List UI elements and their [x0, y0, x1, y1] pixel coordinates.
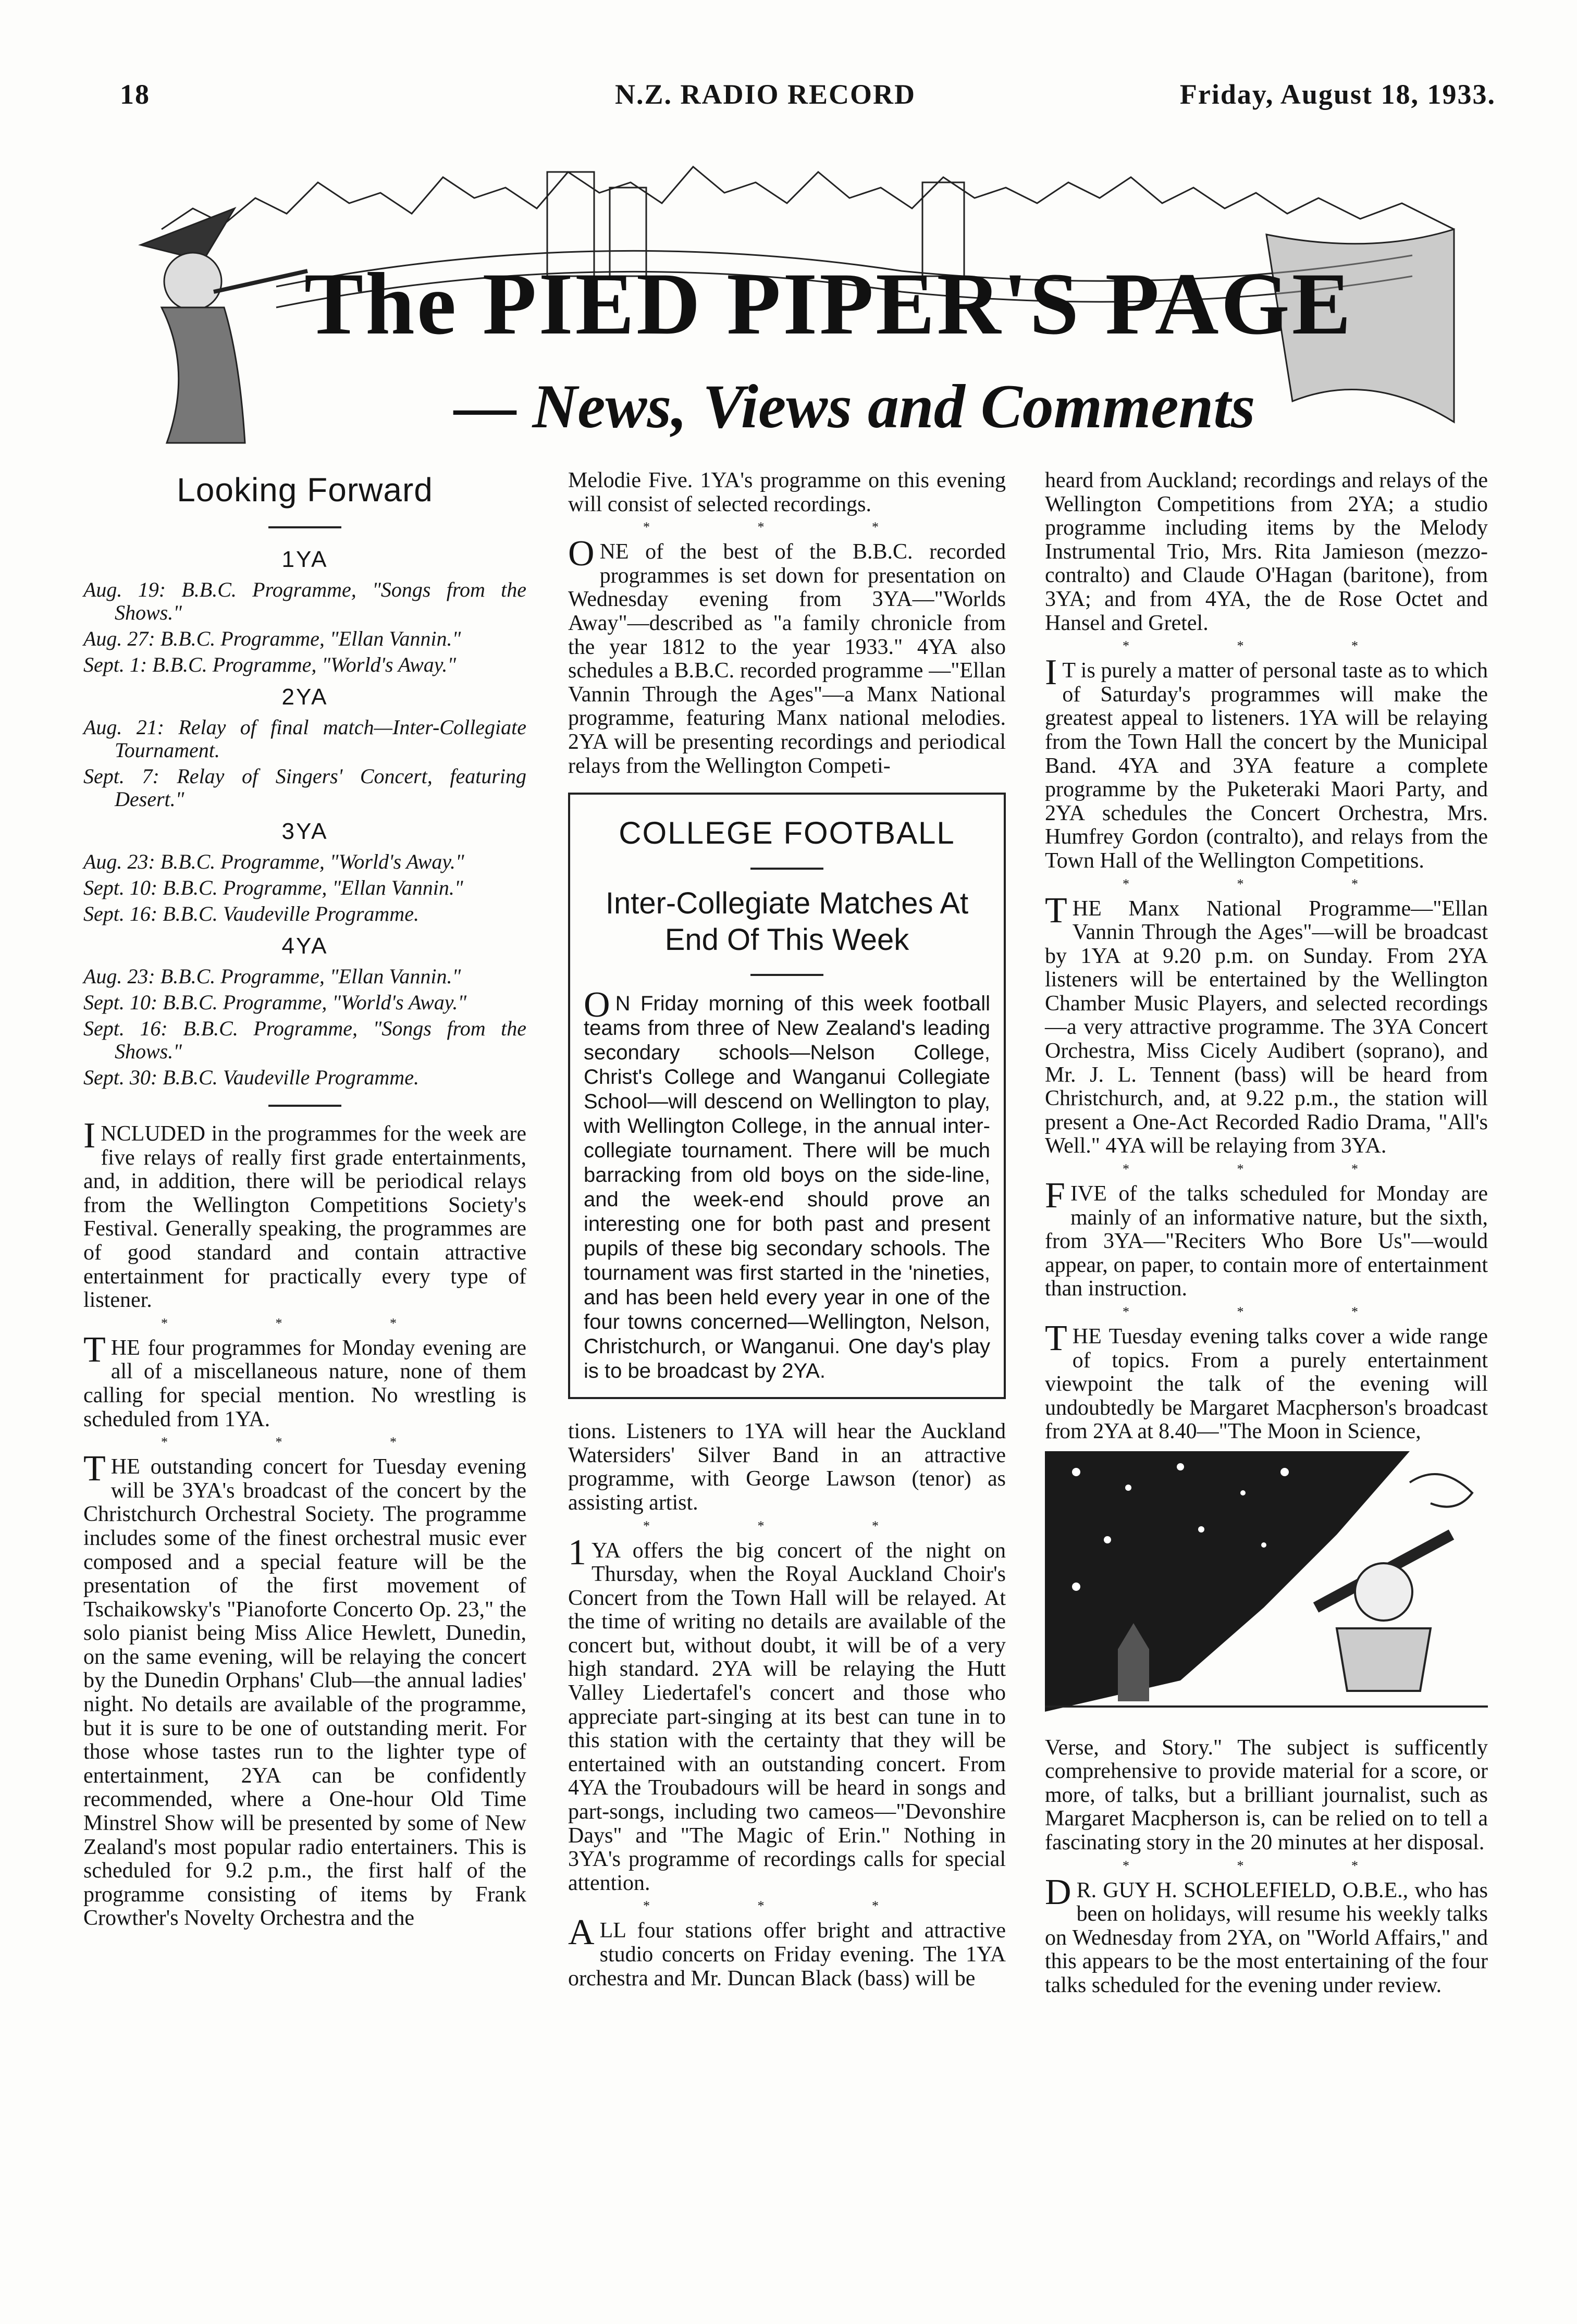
schedule-entry: Aug. 19: B.B.C. Programme, "Songs from the Shows." — [83, 578, 526, 624]
section-separator-stars: * * * — [643, 1518, 931, 1534]
article-paragraph — [568, 1912, 1006, 1991]
paragraph-text: T is purely a matter of personal taste as to which of Saturday's programmes will make the greatest appeal to listeners. 1YA will be relaying from the Town Hall the concert by the Municipal Band. 4YA and 3YA feature a complete programme by the Puketeraki Maori Party, and 2YA schedules the Concert Orchestra, Mrs. Humfrey Gordon (contralto), and relays from the Town Hall of the Wellington Competitions. — [1045, 659, 1488, 873]
drop-cap: D — [1045, 1872, 1071, 1912]
schedule-entry: Sept. 1: B.B.C. Programme, "World's Away." — [83, 653, 457, 676]
section-separator-stars: * * * — [1123, 876, 1410, 892]
column-2 — [568, 469, 1006, 1991]
paragraph-text: HE Tuesday evening talks cover a wide range of topics. From a purely entertainment viewpoint the talk of the evening will undoubtedly be Margaret Macpherson's broadcast from 2YA at 8.40—"The Moon in Science, — [1045, 1325, 1488, 1444]
schedule-entry: Aug. 21: Relay of final match—Inter-Collegiate Tournament. — [83, 715, 526, 762]
divider-rule — [268, 1105, 341, 1107]
college-football-text: N Friday morning of this week football teams from three of New Zealand's leading secondary schools—Nelson College, Christ's College and Wanganui Collegiate School—will descend on Wellington to play, with Wellington College, in the annual inter-collegiate tournament. There will be much barracking from old boys on the side-line, and the week-end should prove an interesting one for both past and present pupils of these big secondary schools. The tournament was first started in the 'nineties, and has been held every year in one of the four towns concerned—Wellington, Nelson, Christchurch, or Wanganui. One day's play is to be broadcast by 2YA. — [584, 992, 990, 1383]
paragraph-text: HE outstanding concert for Tuesday evening will be 3YA's broadcast of the concert by the Christchurch Orchestral Society. The programme includes some of the finest orchestral music ever composed and a special feature will be the presentation of the first movement of Tschaikowsky's "Pianoforte Concerto Op. 23," the solo pianist being Miss Alice Hewlett, Dunedin, on the same evening, will be relaying the concert by the Dunedin Orphans' Club—the annual ladies' night. No details are available of the programme, but it is sure to be one of outstanding merit. For those whose tastes run to the lighter type of entertainment, 2YA can be confidently recommended, where a One-hour Old Time Minstrel Show will be presented by some of New Zealand's most popular radio entertainers. This is scheduled for 9.2 p.m., the first half of the programme consisting of items by Frank Crowther's Novelty Orchestra and the — [83, 1455, 526, 1931]
column-2-articles-top — [568, 469, 1006, 778]
paragraph-text: Verse, and Story." The subject is sufficently comprehensive to provide material for a score, or more, of talks, but a brilliant journalist, such as Margaret Macpherson is, can be relied on to tell a fascinating story in the 20 minutes at her disposal. — [1045, 1735, 1488, 1855]
college-football-body — [584, 985, 990, 1383]
drop-cap: T — [1045, 1318, 1067, 1358]
station-heading: 1YA — [281, 547, 328, 572]
section-separator-stars: * * * — [643, 1898, 931, 1914]
divider-rule — [750, 974, 823, 976]
schedule-entry: Aug. 27: B.B.C. Programme, "Ellan Vannin." — [83, 627, 461, 650]
schedule-entry: Aug. 23: B.B.C. Programme, "World's Away." — [83, 850, 464, 873]
paragraph-text: Melodie Five. 1YA's programme on this evening will consist of selected recordings. — [568, 468, 1006, 516]
section-separator-stars: * * * — [1123, 1161, 1410, 1177]
article-paragraph — [568, 534, 1006, 778]
paragraph-text: LL four stations offer bright and attractive studio concerts on Friday evening. The 1YA orchestra and Mr. Duncan Black (bass) will be — [568, 1919, 1006, 1991]
station-heading: 4YA — [281, 933, 328, 959]
section-separator-stars: * * * — [1123, 1304, 1410, 1319]
banner-subtitle: — News, Views and Comments — [454, 372, 1255, 441]
college-football-heading: COLLEGE FOOTBALL — [619, 815, 955, 851]
article-paragraph — [1045, 1736, 1488, 1855]
paragraph-text: IVE of the talks scheduled for Monday are mainly of an informative nature, but the sixth, from 3YA—"Reciters Who Bore Us"—would appear, on paper, to contain more of entertainment than instruction. — [1045, 1182, 1488, 1301]
column-3 — [1045, 469, 1488, 1998]
schedule-entry: Sept. 10: B.B.C. Programme, "Ellan Vannin." — [83, 876, 463, 899]
article-paragraph — [1045, 890, 1488, 1159]
paragraph-text: HE four programmes for Monday evening are all of a miscellaneous nature, none of them calling for special mention. No wrestling is scheduled from 1YA. — [83, 1336, 526, 1431]
paragraph-text: tions. Listeners to 1YA will hear the Auckland Watersiders' Silver Band in an attractive programme, with George Lawson (tenor) as assisting artist. — [568, 1419, 1006, 1515]
section-separator-stars: * * * — [161, 1435, 449, 1450]
divider-rule — [750, 868, 823, 870]
paragraph-text: NCLUDED in the programmes for the week are five relays of really first grade entertainments, and, in addition, there will be periodical relays from the Wellington Competitions Society's Festival. Generally speaking, the programmes are of good standard and contain attractive entertainment for practically every type of listener. — [83, 1122, 526, 1313]
paragraph-text: heard from Auckland; recordings and relays of the Wellington Competitions from 2YA; a studio programme including items by the Melody Instrumental Trio, Mrs. Rita Jamieson (mezzo-contralto) and Claude O'Hagan (baritone), from 3YA; and from 4YA, the de Rose Octet and Hansel and Gretel. — [1045, 468, 1488, 635]
looking-forward-title: Looking Forward — [177, 471, 433, 509]
station-heading: 3YA — [281, 819, 328, 844]
college-football-box — [568, 793, 1006, 1399]
schedule-entry: Sept. 7: Relay of Singers' Concert, featuring Desert." — [83, 764, 526, 811]
station-heading: 2YA — [281, 684, 328, 710]
drop-cap: T — [83, 1329, 106, 1370]
drop-cap: O — [568, 534, 595, 574]
column-3-articles-bottom — [1045, 1736, 1488, 1998]
drop-cap: T — [83, 1449, 106, 1489]
banner-title: The PIED PIPER'S PAGE — [304, 255, 1353, 353]
schedule-entry: Sept. 16: B.B.C. Programme, "Songs from the Shows." — [83, 1017, 526, 1063]
section-separator-stars: * * * — [1123, 638, 1410, 654]
paragraph-text: YA offers the big concert of the night on Thursday, when the Royal Auckland Choir's Concert from the Town Hall will be relayed. At the time of writing no details are available of the concert but, without doubt, it will be of a very high standard. 2YA will be relaying the Hutt Valley Liedertafel's concert and those who appreciate part-singing at its best can tune in to this station with the certainty that they will be entertained with an outstanding concert. From 4YA the Troubadours will be heard in songs and part-songs, including two cameos—"Devonshire Days" and "The Magic of Erin." Nothing in 3YA's programme of recordings calls for special attention. — [568, 1538, 1006, 1895]
column-2-articles-bottom — [568, 1420, 1006, 1991]
article-paragraph — [1045, 1872, 1488, 1998]
station-schedule — [83, 544, 526, 1089]
article-paragraph — [1045, 469, 1488, 635]
section-separator-stars: * * * — [643, 520, 931, 535]
drop-cap: T — [1045, 890, 1067, 931]
article-paragraph — [83, 1449, 526, 1931]
paragraph-text: R. GUY H. SCHOLEFIELD, O.B.E., who has been on holidays, will resume his weekly talks on Wednesday from 2YA, on "World Affairs," and this appears to be the most entertaining of the four talks scheduled for the evening under review. — [1045, 1878, 1488, 1997]
schedule-entry: Sept. 10: B.B.C. Programme, "World's Away." — [83, 991, 467, 1014]
article-paragraph — [1045, 1176, 1488, 1301]
moon-telescope-illustration — [1045, 1451, 1488, 1712]
article-paragraph — [568, 1420, 1006, 1515]
publication-title: N.Z. RADIO RECORD — [615, 79, 916, 110]
drop-cap: A — [568, 1912, 595, 1953]
issue-date: Friday, August 18, 1933. — [1179, 79, 1496, 110]
piper-figure-illustration — [141, 208, 307, 443]
running-head — [120, 78, 1496, 120]
schedule-entry: Sept. 30: B.B.C. Vaudeville Programme. — [83, 1066, 419, 1089]
article-paragraph — [568, 469, 1006, 516]
paragraph-text: NE of the best of the B.B.C. recorded programmes is set down for presentation on Wednesday evening from 3YA—"Worlds Away"—described as "a family chronicle from the year 1812 to the year 1933." 4YA also schedules a B.B.C. recorded programme —"Ellan Vannin Through the Ages"—a Manx National programme, featuring Manx national melodies. 2YA will be presenting recordings and periodical relays from the Wellington Competi- — [568, 540, 1006, 778]
section-separator-stars: * * * — [1123, 1858, 1410, 1873]
schedule-entry: Sept. 16: B.B.C. Vaudeville Programme. — [83, 902, 419, 925]
divider-rule — [268, 526, 341, 528]
drop-cap: O — [584, 985, 610, 1025]
article-paragraph — [83, 1329, 526, 1431]
column-1 — [83, 469, 526, 1931]
college-football-subheading: Inter-Collegiate Matches At End Of This Week — [605, 886, 969, 957]
column-1-articles — [83, 1116, 526, 1931]
schedule-entry: Aug. 23: B.B.C. Programme, "Ellan Vannin." — [83, 965, 461, 988]
column-3-articles-top — [1045, 469, 1488, 1444]
drop-cap: F — [1045, 1176, 1065, 1216]
page-number: 18 — [120, 79, 150, 110]
section-separator-stars: * * * — [161, 1315, 449, 1331]
article-paragraph — [1045, 652, 1488, 873]
article-paragraph — [1045, 1318, 1488, 1444]
drop-cap: 1 — [568, 1532, 586, 1573]
article-paragraph — [568, 1532, 1006, 1896]
article-paragraph — [83, 1116, 526, 1313]
paragraph-text: HE Manx National Programme—"Ellan Vannin Through the Ages"—will be broadcast by 1YA at 9.20 p.m. on Sunday. From 2YA listeners will be entertained by the Wellington Chamber Music Players, and selected recordings—a very attractive programme. The 3YA Concert Orchestra, Miss Cicely Audibert (soprano), and Mr. J. L. Tennent (bass) will be heard from Christchurch, and, at 9.22 p.m., the station will present a One-Act Recorded Radio Drama, "All's Well." 4YA will be relaying from 3YA. — [1045, 896, 1488, 1158]
pied-piper-banner — [120, 151, 1496, 453]
drop-cap: I — [83, 1116, 96, 1156]
drop-cap: I — [1045, 652, 1057, 693]
